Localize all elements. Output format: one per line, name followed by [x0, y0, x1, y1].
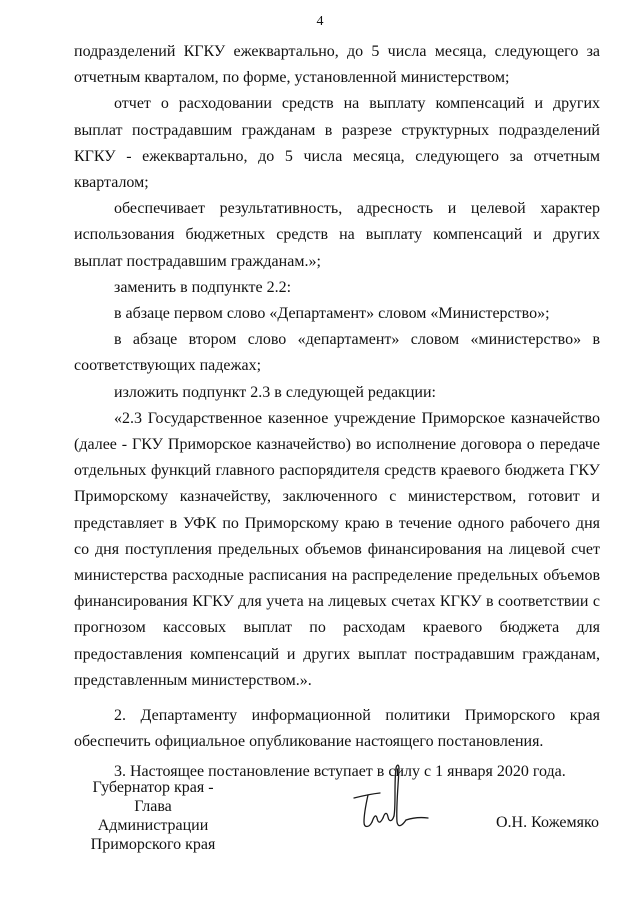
paragraph-5: в абзаце первом слово «Департамент» словом «Министерство»;: [114, 305, 550, 323]
signatory-name: О.Н. Кожемяко: [496, 814, 599, 831]
signatory-title-line-3: Приморского края: [90, 836, 216, 853]
paragraph-7: изложить подпункт 2.3 в следующей редакции:: [114, 383, 436, 401]
signatory-title: [78, 778, 228, 854]
paragraph-8: «2.3 Государственное казенное учреждение Приморское казначейство (далее - ГКУ Приморское казначейство) во исполнение договора о передаче отдельных функций главного распорядителя средств краевого бюджета ГКУ Приморскому казначейству, заключенного с министерством, готовит и представляет в УФК по Приморскому краю в течение одного рабочего дня со дня поступления предельных объемов финансирования на лицевой счет министерства расходные расписания на распределение предельных объемов финансирования КГКУ для учета на лицевых счетах КГКУ в соответствии с прогнозом кассовых выплат по расходам краевого бюджета для предоставления компенсаций и других выплат пострадавшим гражданам, представленным министерством.».: [74, 409, 600, 689]
paragraph-1: подразделений КГКУ ежеквартально, до 5 числа месяца, следующего за отчетным кварталом, по форме, установленной министерством;: [74, 43, 600, 87]
paragraph-10: 3. Настоящее постановление вступает в силу с 1 января 2020 года.: [114, 763, 566, 781]
handwritten-signature: [336, 760, 436, 840]
document-body: [74, 39, 600, 786]
paragraph-3: обеспечивает результативность, адресность и целевой характер использования бюджетных средств на выплату компенсаций и других выплат пострадавшим гражданам.»;: [74, 200, 600, 270]
page-number: 4: [316, 14, 324, 29]
signatory-title-line-1: Губернатор края -: [92, 779, 214, 796]
signatory-title-line-2: Глава Администрации: [97, 798, 209, 834]
paragraph-6: в абзаце втором слово «департамент» словом «министерство» в соответствующих падежах;: [74, 331, 600, 375]
paragraph-9: 2. Департаменту информационной политики Приморского края обеспечить официальное опубликование настоящего постановления.: [74, 707, 600, 751]
paragraph-2: отчет о расходовании средств на выплату компенсаций и других выплат пострадавшим гражданам в разрезе структурных подразделений КГКУ - ежеквартально, до 5 числа месяца, следующего за отчетным кварталом;: [74, 95, 600, 192]
paragraph-4: заменить в подпункте 2.2:: [114, 278, 292, 296]
